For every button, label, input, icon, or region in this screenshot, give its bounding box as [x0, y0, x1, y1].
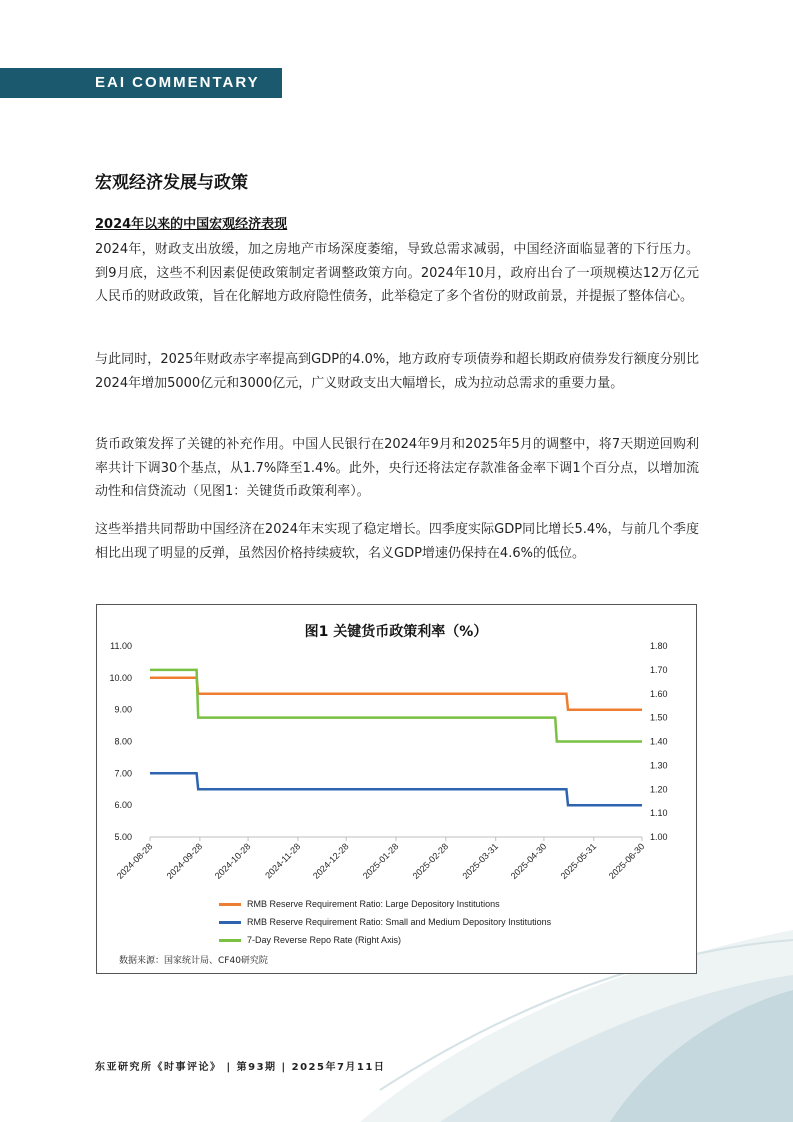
right-axis-tick-label: 1.70 — [650, 664, 668, 675]
left-axis-tick-label: 5.00 — [114, 832, 132, 842]
legend-item — [219, 913, 551, 931]
x-axis-tick-label: 2024-12-28 — [310, 841, 351, 881]
right-axis-tick-label: 1.00 — [650, 832, 668, 842]
subsection-title: 2024年以来的中国宏观经济表现 — [95, 217, 288, 232]
source-note: 数据来源：国家统计局、CF40研究院 — [119, 956, 268, 966]
legend-item — [219, 931, 551, 949]
paragraph-4: 这些举措共同帮助中国经济在2024年末实现了稳定增长。四季度实际GDP同比增长5.4%，与前几个季度相比出现了明显的反弹，虽然因价格持续疲软，名义GDP增速仍保持在4.6%的低位。 — [95, 522, 699, 561]
series-line-1 — [150, 678, 642, 710]
section-title: 宏观经济发展与政策 — [95, 173, 248, 193]
x-axis-tick-label: 2025-06-30 — [606, 841, 647, 881]
chart-title: 图1 关键货币政策利率（%） — [304, 624, 488, 640]
x-axis-tick-label: 2025-05-31 — [558, 841, 599, 881]
left-axis-tick-label: 9.00 — [114, 704, 132, 715]
x-axis-tick-label: 2024-11-28 — [263, 841, 303, 881]
brand-banner: EAI COMMENTARY — [0, 68, 282, 98]
right-axis-tick-label: 1.10 — [650, 808, 668, 819]
legend-swatch — [219, 939, 241, 942]
right-axis-tick-label: 1.50 — [650, 712, 668, 723]
left-axis-tick-label: 7.00 — [114, 768, 132, 779]
x-axis-tick-label: 2025-04-30 — [508, 841, 549, 881]
left-axis-tick-label: 10.00 — [109, 672, 132, 683]
legend-swatch — [219, 921, 241, 924]
paragraph-3: 货币政策发挥了关键的补充作用。中国人民银行在2024年9月和2025年5月的调整中，将7天期逆回购利率共计下调30个基点，从1.7%降至1.4%。此外，央行还将法定存款准备金率下调1个百分点，以增加流动性和信贷流动（见图1：关键货币政策利率）。 — [95, 437, 699, 499]
left-axis-tick-label: 8.00 — [114, 736, 132, 747]
right-axis-tick-label: 1.60 — [650, 688, 668, 699]
x-axis-tick-label: 2025-01-28 — [360, 841, 401, 881]
legend-swatch — [219, 903, 241, 906]
legend-item — [219, 895, 551, 913]
legend-label: RMB Reserve Requirement Ratio: Small and Medium Depository Institutions — [247, 917, 552, 927]
x-axis-tick-label: 2024-10-28 — [212, 841, 253, 881]
paragraph-2: 与此同时，2025年财政赤字率提高到GDP的4.0%，地方政府专项债券和超长期政府债券发行额度分别比2024年增加5000亿元和3000亿元，广义财政支出大幅增长，成为拉动总需求的重要力量。 — [95, 352, 699, 391]
legend-label: RMB Reserve Requirement Ratio: Large Depository Institutions — [247, 899, 500, 909]
x-axis-tick-label: 2024-08-28 — [114, 841, 155, 881]
left-axis-tick-label: 6.00 — [114, 800, 132, 811]
footer: 东亚研究所《时事评论》 | 第93期 | 2025年7月11日 — [95, 1062, 386, 1073]
legend-label: 7-Day Reverse Repo Rate (Right Axis) — [247, 935, 402, 945]
series-line-2 — [150, 773, 642, 805]
right-axis-tick-label: 1.80 — [650, 641, 668, 651]
x-axis-tick-label: 2025-03-31 — [460, 841, 501, 881]
right-axis-tick-label: 1.20 — [650, 784, 668, 795]
chart-legend — [219, 895, 551, 949]
left-axis-tick-label: 11.00 — [110, 641, 132, 651]
right-axis-tick-label: 1.30 — [650, 760, 668, 771]
paragraph-1: 2024年，财政支出放缓，加之房地产市场深度萎缩，导致总需求减弱，中国经济面临显著的下行压力。到9月底，这些不利因素促使政策制定者调整政策方向。2024年10月，政府出台了一项规模达12万亿元人民币的财政政策，旨在化解地方政府隐性债务，此举稳定了多个省份的财政前景，并提振了整体信心。 — [95, 242, 699, 304]
x-axis-tick-label: 2024-09-28 — [164, 841, 205, 881]
right-axis-tick-label: 1.40 — [650, 736, 668, 747]
figure-1 — [96, 604, 697, 974]
x-axis-tick-label: 2025-02-28 — [410, 841, 451, 881]
